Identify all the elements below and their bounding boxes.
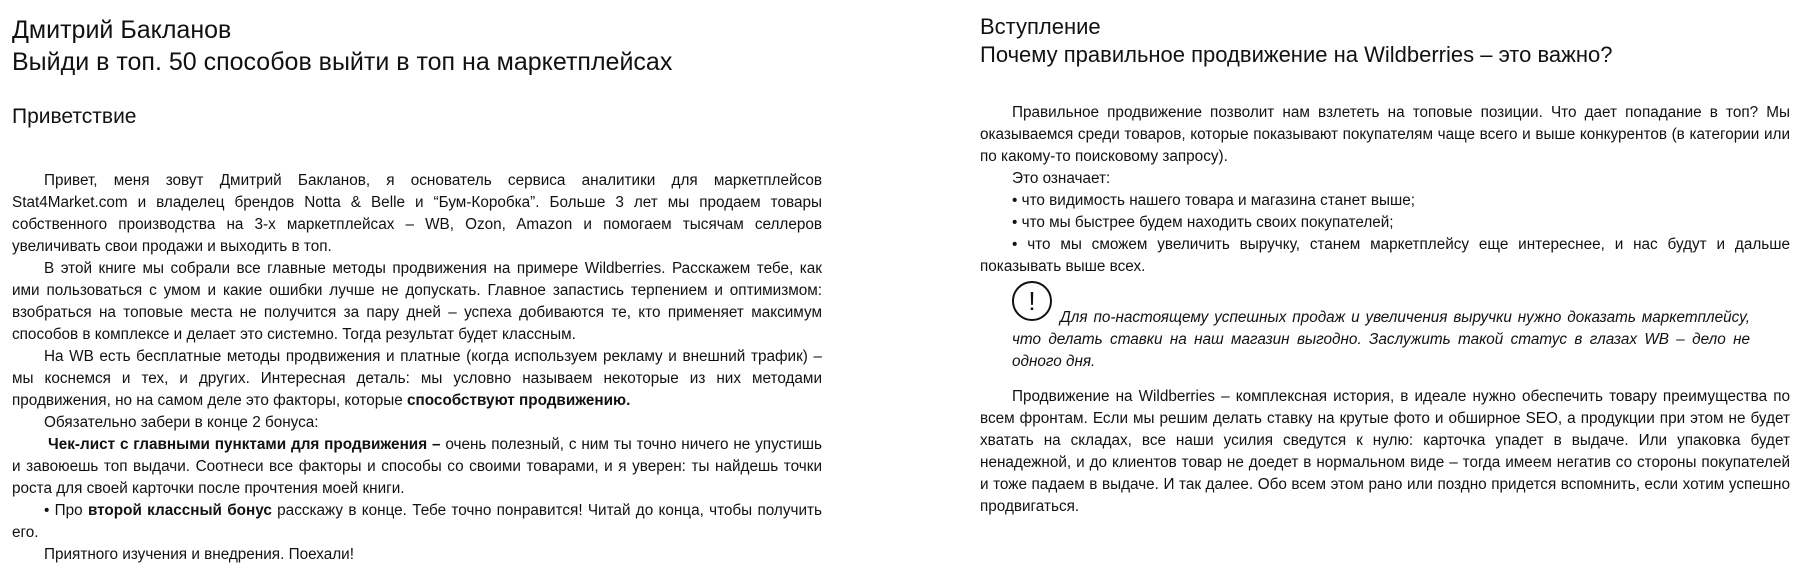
paragraph-bonus-intro: Обязательно забери в конце 2 бонуса:: [44, 414, 319, 431]
callout-note-text: Для по-настоящему успешных продаж и увеличения выручки нужно доказать маркетплейсу, что делать ставки на наш магазин выгодно. Заслужить такой статус в глазах WB – дело не одного дня.: [1012, 309, 1750, 370]
intro-body-continued: [980, 386, 1790, 518]
paragraph-checklist: [12, 434, 822, 500]
section-subheading: Почему правильное продвижение на Wildberries – это важно?: [980, 42, 1613, 67]
callout-note: [1012, 281, 1752, 371]
paragraph-second-bonus: [12, 500, 822, 544]
bullet-item: • что мы сможем увеличить выручку, станем маркетплейсу еще интереснее, и нас будут и дальше показывать выше всех.: [980, 236, 1790, 275]
book-title: Выйди в топ. 50 способов выйти в топ на маркетплейсах: [12, 48, 673, 76]
paragraph-complex-story: Продвижение на Wildberries – комплексная история, в идеале нужно обеспечить товару преимущества по всем фронтам. Если мы решим делать ставку на крутые фото и обширное SEO, а продукции при этом не будет хватать на складах, все наши усилия сведутся к нулю: карточка упадет в выдаче. Или упаковка будет ненадежной, и до клиентов товар не доедет в нормальном виде – тогда имеем негатив со стороны покупателей и тоже падаем в выдаче. И так далее. Обо всем этом рано или поздно придется вспомнить, если хотим успешно продвигаться.: [980, 388, 1790, 515]
intro-body: [980, 102, 1790, 278]
paragraph-methods: В этой книге мы собрали все главные методы продвижения на примере Wildberries. Расскажем тебе, как ими пользоваться с умом и какие ошибки лучше не допускать. Главное запастись терпением и оптимизмом: взобраться на топовые места не получится за пару дней – успеха добиваются те, кто применяет максимум способов в комплексе и делает это системно. Тогда результат будет классным.: [12, 260, 822, 343]
section-heading-greeting: Приветствие: [12, 105, 137, 128]
paragraph-intro: Привет, меня зовут Дмитрий Бакланов, я основатель сервиса аналитики для маркетплейсов Stat4Market.com и владелец брендов Notta & Belle и “Бум-Коробка”. Больше 3 лет мы продаем товары собственного производства на 3-х маркетплейсах – WB, Ozon, Amazon и помогаем тысячам селлеров увеличивать свои продажи и выходить в топ.: [12, 172, 822, 255]
exclamation-icon: !: [1012, 281, 1052, 321]
bullet-item: • что мы быстрее будем находить своих покупателей;: [1012, 214, 1394, 231]
paragraph-means: Это означает:: [1012, 170, 1111, 187]
checklist-text: очень полезный, с ним ты точно ничего не упустишь и завоюешь топ выдачи. Соотнеси все факторы и способы со своими товарами, и я уверен: ты найдешь точки роста для своей карточки после прочтения моей книги.: [12, 436, 822, 497]
paragraph-free-paid-text: На WB есть бесплатные методы продвижения и платные (когда используем рекламу и внешний трафик) – мы коснемся и тех, и других. Интересная деталь: мы условно называем некоторые из них методами продвижения, но на самом деле это факторы, которые: [12, 348, 822, 409]
second-bonus-pre: • Про: [44, 502, 88, 519]
second-bonus-bold: второй классный бонус: [87, 502, 272, 519]
paragraph-free-paid-bold: способствуют продвижению.: [407, 392, 631, 409]
bullet-item: • что видимость нашего товара и магазина станет выше;: [1012, 192, 1416, 209]
paragraph-top-positions: Правильное продвижение позволит нам взлететь на топовые позиции. Что дает попадание в топ? Мы оказываемся среди товаров, которые показывают покупателям чаще всего и выше конкурентов (в категории или по какому-то поисковому запросу).: [980, 104, 1790, 165]
greeting-body: [12, 170, 822, 566]
second-bonus-text: расскажу в конце. Тебе точно понравится! Читай до конца, чтобы получить его.: [12, 502, 822, 541]
section-heading-intro: Вступление: [980, 14, 1101, 39]
checklist-bold: Чек-лист с главными пунктами для продвижения –: [48, 436, 441, 453]
paragraph-free-paid: [12, 346, 822, 412]
paragraph-closing: Приятного изучения и внедрения. Поехали!: [44, 546, 354, 563]
author-name: Дмитрий Бакланов: [12, 16, 232, 44]
